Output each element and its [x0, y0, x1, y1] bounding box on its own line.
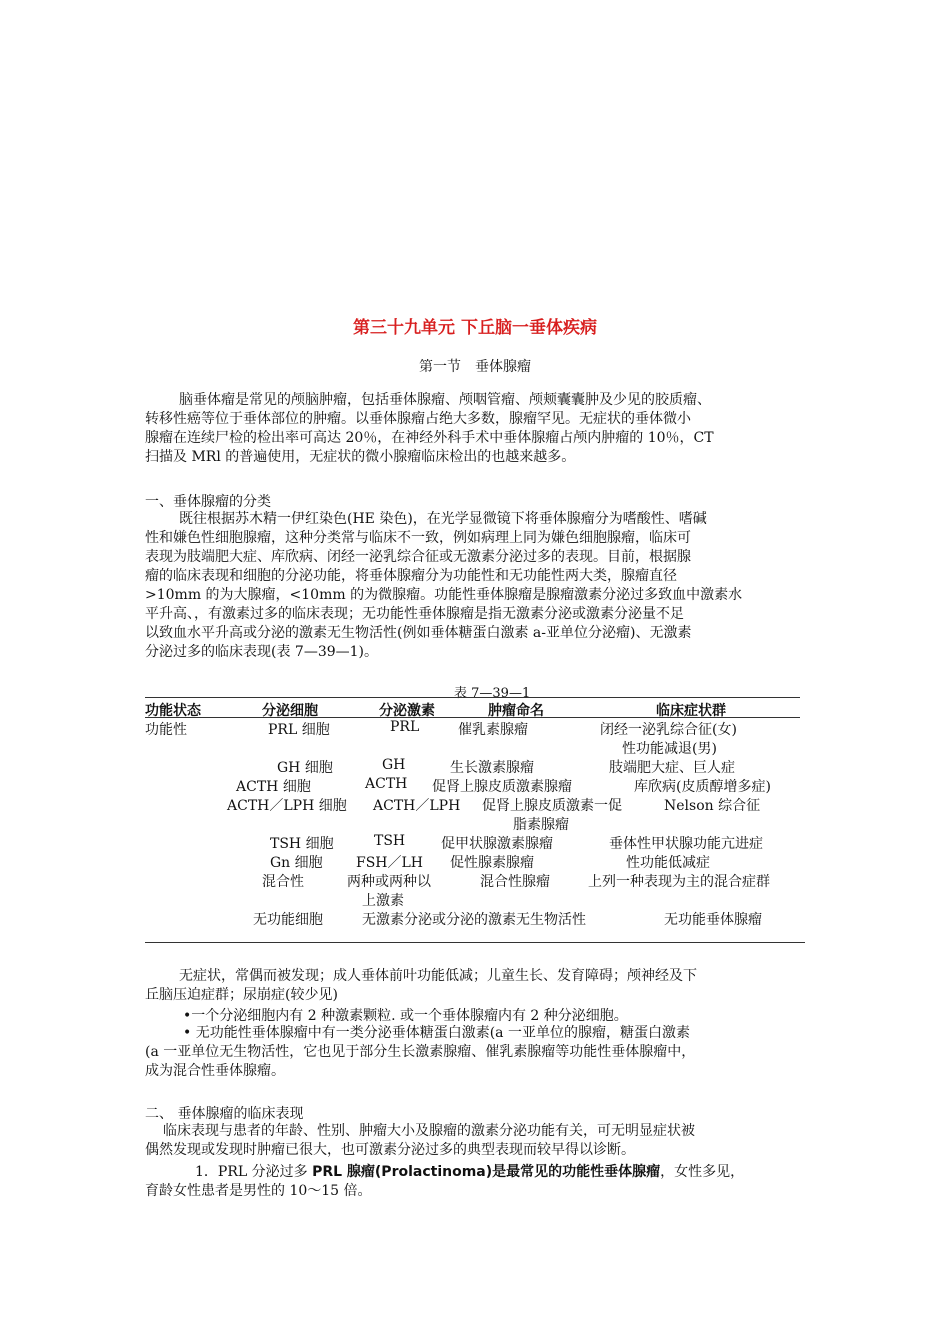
asymptomatic-paragraph [145, 967, 810, 1005]
table-cell: 闭经一泌乳综合征(女) [600, 722, 737, 738]
clinical-line: 偶然发现或发现时肿瘤已很大，也可激素分泌过多的典型表现而较早得以诊断。 [145, 1142, 635, 1158]
table-cell: 肢端肥大症、巨人症 [609, 760, 735, 776]
notes-line: • 无功能性垂体腺瘤中有一类分泌垂体糖蛋白激素(a 一亚单位的腺瘤，糖蛋白激素 [183, 1025, 690, 1041]
table-cell: 库欣病(皮质醇增多症) [634, 779, 771, 795]
table-cell: ACTH 细胞 [236, 779, 311, 795]
table-cell: 性功能低减症 [626, 855, 710, 871]
table-header-cell: 功能状态 [145, 703, 201, 719]
prl-suffix: ，女性多见， [660, 1164, 745, 1180]
table-cell: 催乳素腺瘤 [458, 722, 528, 738]
table-caption: 表 7—39—1 [454, 686, 531, 701]
table-cell: 无功能垂体腺瘤 [664, 912, 762, 928]
table-header-cell: 分泌细胞 [262, 703, 318, 719]
intro-line: 扫描及 MRl 的普遍使用，无症状的微小腺瘤临床检出的也越来越多。 [145, 449, 576, 465]
table-cell: GH [382, 757, 406, 773]
classification-heading: 一、垂体腺瘤的分类 [145, 494, 271, 510]
classification-line: 性和嫌色性细胞腺瘤，这种分类常与临床不一致，例如病理上同为嫌色细胞腺瘤，临床可 [145, 530, 691, 546]
intro-line: 转移性癌等位于垂体部位的肿瘤。以垂体腺瘤占绝大多数，腺瘤罕见。无症状的垂体微小 [145, 411, 691, 427]
intro-line: 脑垂体瘤是常见的颅脑肿瘤，包括垂体腺瘤、颅咽管瘤、颅颊囊囊肿及少见的胶质瘤、 [179, 392, 711, 408]
clinical-paragraph [145, 1122, 810, 1160]
table-cell: 无激素分泌或分泌的激素无生物活性 [362, 912, 586, 928]
table-cell: Nelson 综合征 [664, 798, 761, 814]
classification-line: 分泌过多的临床表现(表 7—39—1)。 [145, 644, 379, 660]
bullet-note: •一个分泌细胞内有 2 种激素颗粒. 或一个垂体腺瘤内有 2 种分泌细胞。 [183, 1008, 628, 1024]
table-cell: ACTH／LPH [373, 798, 461, 814]
table-header-cell: 分泌激素 [379, 703, 435, 719]
intro-line: 腺瘤在连续尸检的检出率可高达 20％，在神经外科手术中垂体腺瘤占颅内肿瘤的 10％，CT [145, 430, 714, 446]
table-bottom-rule [145, 942, 805, 943]
notes-line: (a 一亚单位无生物活性，它也见于部分生长激素腺瘤、催乳素腺瘤等功能性垂体腺瘤中， [145, 1044, 696, 1060]
table-cell: 两种或两种以 [347, 874, 431, 890]
classification-line: 以致血水平升高或分泌的激素无生物活性(例如垂体糖蛋白激素 a-亚单位分泌瘤)、无激素 [145, 625, 692, 641]
classification-line: 表现为肢端肥大症、库欣病、闭经一泌乳综合征或无激素分泌过多的表现。目前，根据腺 [145, 549, 691, 565]
table-cell: ACTH [365, 776, 408, 792]
table-top-rule [145, 697, 800, 698]
clinical-line: 临床表现与患者的年龄、性别、肿瘤大小及腺瘤的激素分泌功能有关，可无明显症状被 [163, 1123, 695, 1139]
table-cell: 功能性 [145, 722, 187, 738]
table-header-cell: 肿瘤命名 [488, 703, 544, 719]
table-cell: 促肾上腺皮质激素一促 [482, 798, 622, 814]
classification-line: 既往根据苏木精一伊红染色(HE 染色)，在光学显微镜下将垂体腺瘤分为嗜酸性、嗜碱 [179, 511, 707, 527]
table-cell: PRL [390, 719, 420, 735]
classification-paragraph [145, 510, 810, 662]
table-cell: Gn 细胞 [270, 855, 323, 871]
table-cell: ACTH／LPH 细胞 [227, 798, 347, 814]
table-header-cell: 临床症状群 [656, 703, 726, 719]
table-cell: TSH 细胞 [270, 836, 334, 852]
bullet-note [145, 1024, 810, 1081]
table-cell: PRL 细胞 [268, 722, 330, 738]
clinical-heading: 二、 垂体腺瘤的临床表现 [145, 1106, 304, 1122]
intro-paragraph [145, 391, 810, 467]
table-cell: 脂素腺瘤 [513, 817, 569, 833]
table-cell: FSH／LH [356, 855, 424, 871]
classification-line: 平升高、，有激素过多的临床表现；无功能性垂体腺瘤是指无激素分泌或激素分泌量不足 [145, 606, 684, 622]
prl-line-2: 育龄女性患者是男性的 10～15 倍。 [145, 1183, 372, 1199]
notes-line: 成为混合性垂体腺瘤。 [145, 1063, 285, 1079]
table-cell: 上列一种表现为主的混合症群 [588, 874, 770, 890]
notes-line: 无症状，常偶而被发现；成人垂体前叶功能低减；儿童生长、发育障碍；颅神经及下 [179, 968, 697, 984]
notes-line: 丘脑压迫症群；尿崩症(较少见) [145, 987, 338, 1003]
table-header-rule [145, 717, 800, 718]
classification-line: >10mm 的为大腺瘤，<10mm 的为微腺瘤。功能性垂体腺瘤是腺瘤激素分泌过多致血中激素水 [145, 587, 743, 603]
table-cell: 促肾上腺皮质激素腺瘤 [432, 779, 572, 795]
table-cell: 性功能减退(男) [622, 741, 717, 757]
table-cell: 生长激素腺瘤 [450, 760, 534, 776]
page-title: 第三十九单元 下丘脑一垂体疾病 [353, 318, 597, 338]
table-cell: 促甲状腺激素腺瘤 [441, 836, 553, 852]
table-cell: 垂体性甲状腺功能亢进症 [609, 836, 763, 852]
table-cell: TSH [374, 833, 406, 849]
table-cell: 混合性腺瘤 [480, 874, 550, 890]
prl-prefix: 1．PRL 分泌过多 [195, 1164, 313, 1180]
table-cell: 混合性 [262, 874, 304, 890]
table-cell: GH 细胞 [277, 760, 333, 776]
prl-paragraph [195, 1161, 744, 1181]
section-title: 第一节 垂体腺瘤 [419, 359, 531, 375]
classification-line: 瘤的临床表现和细胞的分泌功能，将垂体腺瘤分为功能性和无功能性两大类，腺瘤直径 [145, 568, 677, 584]
prl-bold-statement: PRL 腺瘤(Prolactinoma)是最常见的功能性垂体腺瘤 [312, 1164, 661, 1180]
table-cell: 上激素 [362, 893, 404, 909]
table-cell: 促性腺素腺瘤 [450, 855, 534, 871]
table-cell: 无功能细胞 [253, 912, 323, 928]
